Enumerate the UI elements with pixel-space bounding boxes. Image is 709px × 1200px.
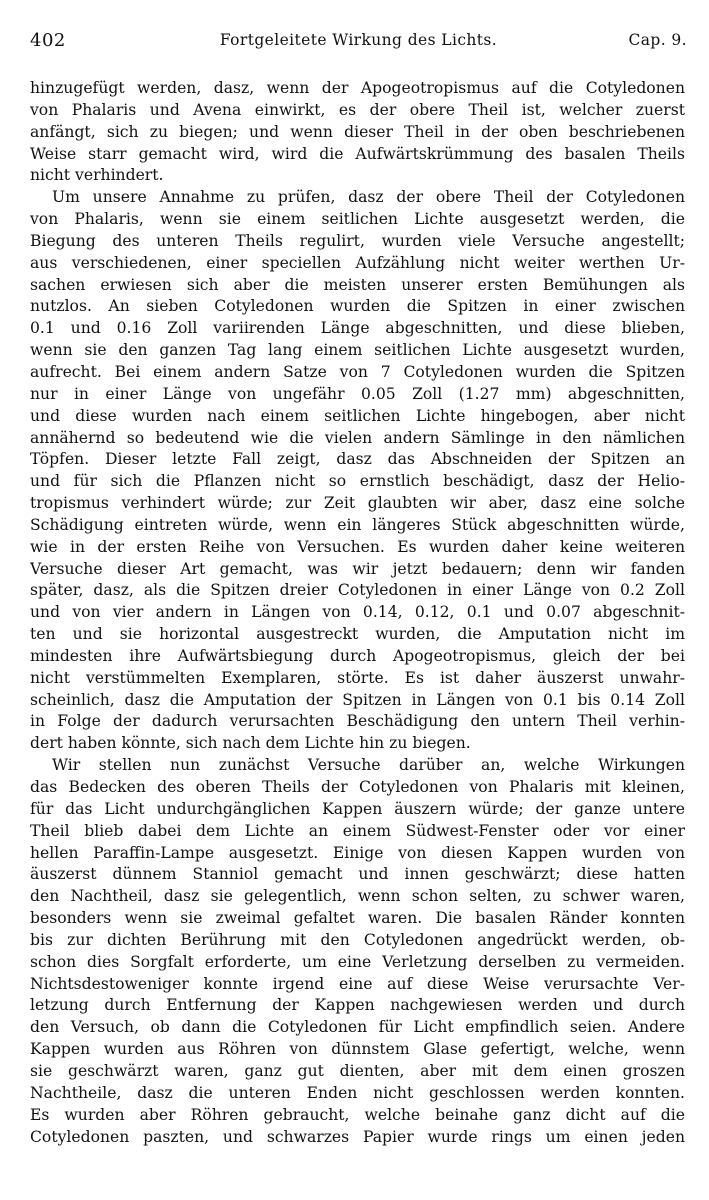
text-line: annähernd so bedeutend wie die vielen andern Sämlinge in den nämlichen [30,428,685,447]
text-line: das Bedecken des oberen Theils der Cotyledonen von Phalaris mit kleinen, [30,778,685,796]
page-number: 402 [30,30,66,51]
text-line: von Phalaris, wenn sie einem seitlichen Lichte ausgesetzt werden, die [30,210,685,229]
text-line: Nichtsdestoweniger konnte irgend eine auf diese Weise verursachte Ver- [30,974,685,993]
text-line: scheinlich, dasz die Amputation der Spitzen in Längen von 0.1 bis 0.14 Zoll [30,690,685,709]
text-line: und für sich die Pflanzen nicht so ernstlich beschädigt, dasz der Helio- [30,472,685,491]
text-line: nicht verstümmelten Exemplaren, störte. Es ist daher äuszerst unwahr- [30,668,685,687]
text-line: hinzugefügt werden, dasz, wenn der Apogeotropismus auf die Cotyledonen [30,79,685,97]
text-line: nicht verhindert. [30,166,164,185]
text-line: aufrecht. Bei einem andern Satze von 7 Cotyledonen wurden die Spitzen [30,362,685,381]
text-line: Um unsere Annahme zu prüfen, dasz der obere Theil der Cotyledonen [52,188,685,207]
text-line: Biegung des unteren Theils regulirt, wurden viele Versuche angestellt; [30,231,685,250]
text-line: Kappen wurden aus Röhren von dünnstem Glase gefertigt, welche, wenn [30,1040,685,1059]
text-line: nutzlos. An sieben Cotyledonen wurden die Spitzen in einer zwischen [30,297,685,316]
text-line: dert haben könnte, sich nach dem Lichte hin zu biegen. [30,734,471,753]
chapter-label: Cap. 9. [628,31,687,49]
page-header [30,30,687,60]
running-title: Fortgeleitete Wirkung des Lichts. [219,31,498,49]
text-line: von Phalaris und Avena einwirkt, es der obere Theil ist, welcher zuerst [30,100,685,119]
text-line: besonders wenn sie zweimal gefaltet waren. Die basalen Ränder konnten [30,909,685,928]
text-line: Wir stellen nun zunächst Versuche darüber an, welche Wirkungen [52,756,685,775]
text-line: hellen Paraffin-Lampe ausgesetzt. Einige von diesen Kappen wurden von [30,843,685,862]
text-line: für das Licht undurchgänglichen Kappen äuszern würde; der ganze untere [30,799,685,818]
text-line: sie geschwärzt waren, ganz gut dienten, aber mit dem einen groszen [30,1061,685,1080]
text-line: äuszerst dünnem Stanniol gemacht und innen geschwärzt; diese hatten [30,865,685,884]
text-line: schon dies Sorgfalt erforderte, um eine Verletzung derselben zu vermeiden. [30,952,685,971]
text-line: und von vier andern in Längen von 0.14, 0.12, 0.1 und 0.07 abgeschnit- [30,603,685,622]
text-line: tropismus verhindert würde; zur Zeit glaubten wir aber, dasz eine solche [30,494,685,513]
text-line: in Folge der dadurch verursachten Beschädigung den untern Theil verhin- [30,712,685,731]
text-line: Töpfen. Dieser letzte Fall zeigt, dasz das Abschneiden der Spitzen an [30,450,685,469]
text-line: aus verschiedenen, einer speciellen Aufzählung nicht weiter werthen Ur- [30,253,685,272]
text-line: Theil blieb dabei dem Lichte an einem Südwest-Fenster oder vor einer [30,821,685,840]
text-line: nur in einer Länge von ungefähr 0.05 Zoll (1.27 mm) abgeschnitten, [30,384,685,403]
text-line: ten und sie horizontal ausgestreckt wurden, die Amputation nicht im [30,625,685,644]
text-line: bis zur dichten Berührung mit den Cotyledonen angedrückt werden, ob- [30,930,685,949]
text-line: wie in der ersten Reihe von Versuchen. Es wurden daher keine weiteren [30,537,685,556]
text-line: Weise starr gemacht wird, wird die Aufwärtskrümmung des basalen Theils [30,144,685,163]
text-line: sachen erwiesen sich aber die meisten unserer ersten Bemühungen als [30,275,685,294]
text-line: mindesten ihre Aufwärtsbiegung durch Apogeotropismus, gleich der bei [30,646,685,665]
text-line: Schädigung eintreten würde, wenn ein längeres Stück abgeschnitten würde, [30,515,685,534]
text-line: Nachtheile, dasz die unteren Enden nicht geschlossen werden konnten. [30,1083,685,1102]
text-line: Cotyledonen paszten, und schwarzes Papier wurde rings um einen jeden [30,1127,685,1146]
text-line: später, dasz, als die Spitzen dreier Cotyledonen in einer Länge von 0.2 Zoll [30,581,685,600]
text-line: anfängt, sich zu biegen; und wenn dieser Theil in der oben beschriebenen [30,122,685,141]
text-line: und diese wurden nach einem seitlichen Lichte hingebogen, aber nicht [30,406,685,425]
text-line: wenn sie den ganzen Tag lang einem seitlichen Lichte ausgesetzt wurden, [30,341,685,360]
text-line: Es wurden aber Röhren gebraucht, welche beinahe ganz dicht auf die [30,1105,685,1124]
text-line: letzung durch Entfernung der Kappen nachgewiesen werden und durch [30,996,685,1015]
text-line: den Nachtheil, dasz sie gelegentlich, wenn schon selten, zu schwer waren, [30,887,685,906]
body-text [30,78,685,1148]
text-line: den Versuch, ob dann die Cotyledonen für Licht empfindlich seien. Andere [30,1018,685,1037]
text-line: 0.1 und 0.16 Zoll variirenden Länge abgeschnitten, und diese blieben, [30,319,685,338]
text-line: Versuche dieser Art gemacht, was wir jetzt bedauern; denn wir fanden [30,559,685,578]
